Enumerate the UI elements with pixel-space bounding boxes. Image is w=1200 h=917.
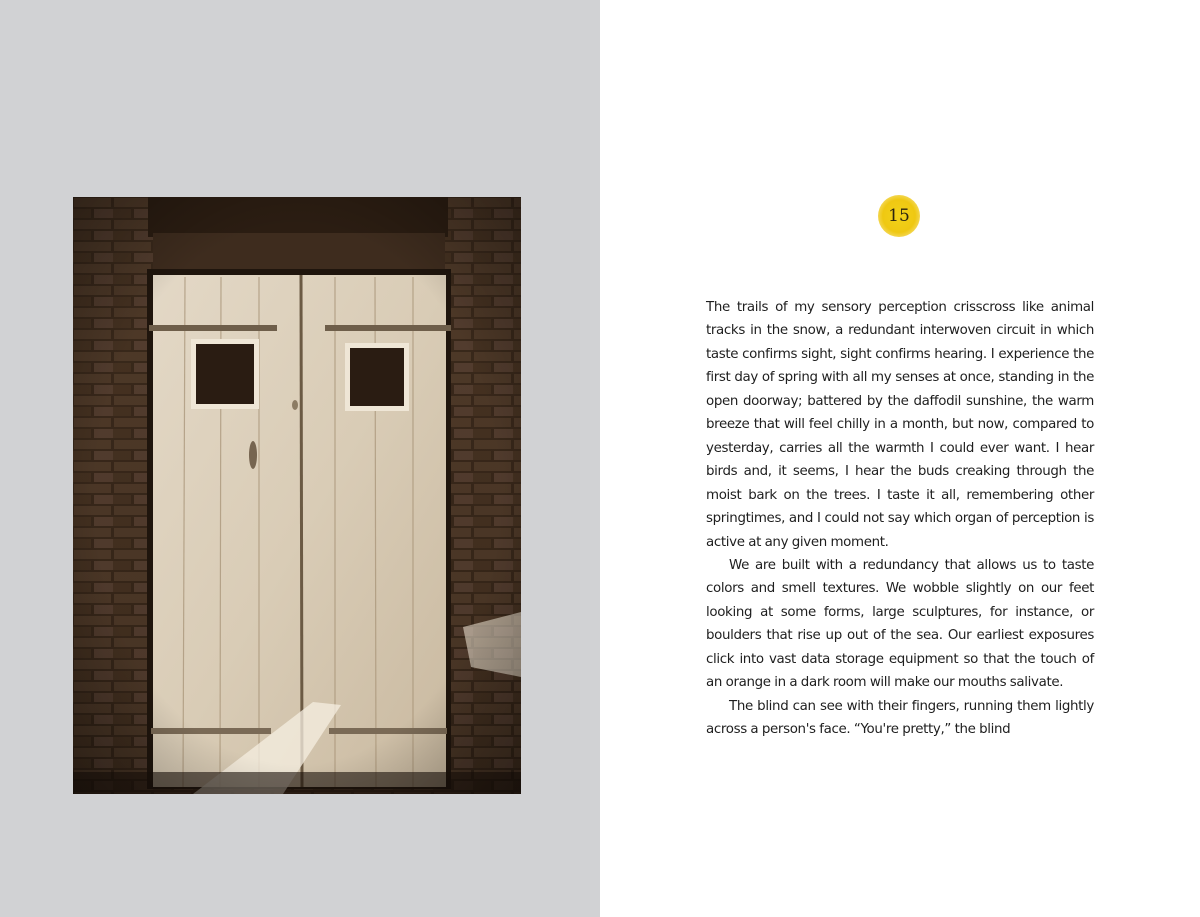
paragraph: We are built with a redundancy that allows us to taste colors and smell textures. We wobble slightly on our feet looking at some forms, large sculptures, for instance, or boulders that rise up out of the sea. Our earliest exposures click into vast data storage equipment so that the touch of an orange in a dark room will make our mouths salivate. [706,557,1094,691]
page-number-badge [878,195,920,237]
paragraph: The trails of my sensory perception crisscross like animal tracks in the snow, a redundant interwoven circuit in which taste confirms sight, sight confirms hearing. I experience the first day of spring with all my senses at once, standing in the open doorway; battered by the daffodil sunshine, the warm breeze that will feel chilly in a month, but now, compared to yesterday, carries all the warmth I could ever want. I hear birds and, it seems, I hear the buds creaking through the moist bark on the trees. I taste it all, remembering other springtimes, and I could not say which organ of perception is active at any given moment. [706,300,1094,550]
right-page [600,0,1200,917]
wooden-double-door-photo-icon [73,197,521,794]
body-text [706,296,1094,742]
door-photo [73,197,521,794]
paragraph: The blind can see with their fingers, running them lightly across a person's face. “You're pretty,” the blind [706,698,1094,738]
page-number: 15 [888,206,910,226]
